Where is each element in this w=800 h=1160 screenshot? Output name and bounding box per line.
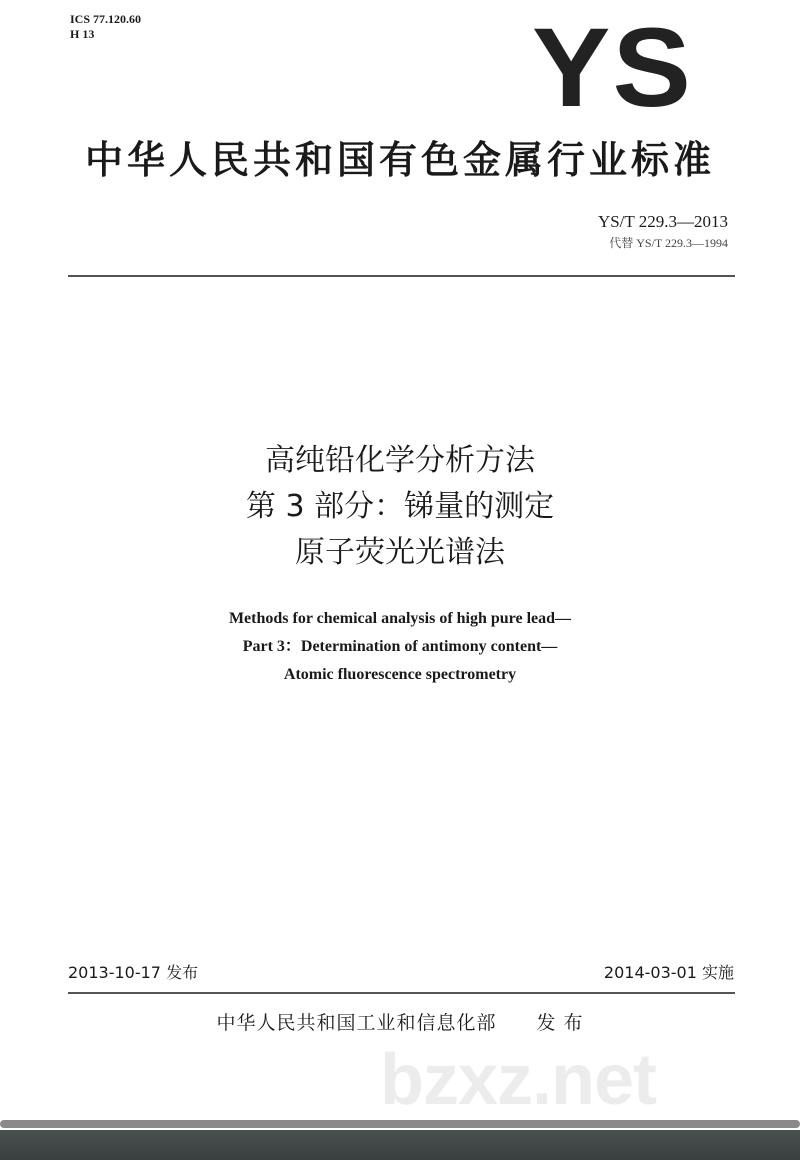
background-surface (0, 1130, 800, 1160)
page-edge (0, 1120, 800, 1128)
title-line: 第 3 部分：锑量的测定 (245, 489, 555, 524)
standard-category-title: 中华人民共和国有色金属行业标准 (84, 138, 715, 182)
classification-codes (70, 12, 141, 42)
watermark: bzxz.net (380, 1040, 657, 1120)
replaces-standard: 代替 YS/T 229.3—1994 (609, 236, 728, 250)
standard-number: YS/T 229.3—2013 (597, 212, 728, 231)
title-line: Part 3：Determination of antimony content— (242, 638, 558, 655)
ics-code: ICS 77.120.60 (70, 12, 142, 26)
ccs-code: H 13 (70, 27, 95, 41)
chinese-title (0, 438, 800, 576)
title-line: Atomic fluorescence spectrometry (283, 666, 517, 683)
english-title (0, 605, 800, 689)
implementation-date: 2014-03-01 实施 (603, 963, 734, 982)
title-line: 原子荧光光谱法 (295, 535, 505, 570)
title-line: 高纯铅化学分析方法 (265, 443, 535, 478)
divider (68, 992, 735, 994)
title-line: Methods for chemical analysis of high pure lead— (228, 610, 572, 627)
ys-logo: YS (532, 5, 694, 130)
publish-date: 2013-10-17 发布 (68, 963, 199, 982)
divider (68, 275, 735, 277)
publisher: 中华人民共和国工业和信息化部 发 布 (216, 1012, 584, 1034)
